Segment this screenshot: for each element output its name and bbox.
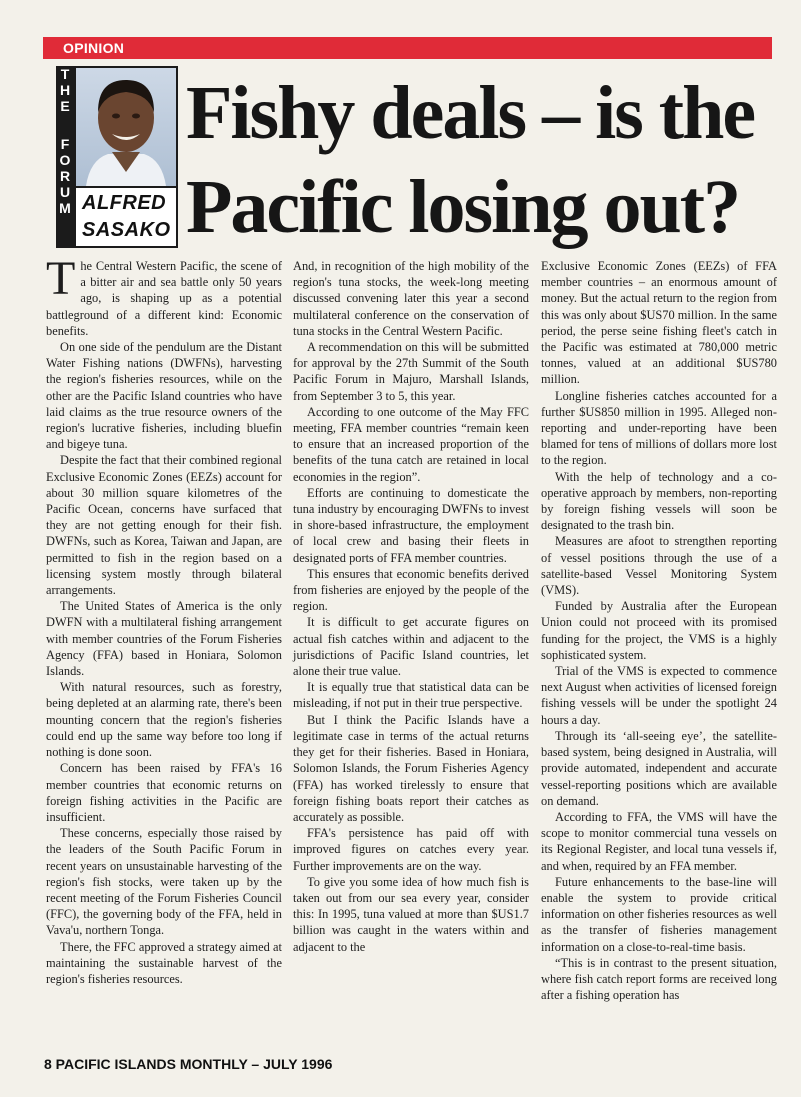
author-last-name: SASAKO [82, 219, 171, 241]
author-name-plate [76, 188, 176, 246]
article-paragraph: Measures are afoot to strengthen reporting of vessel positions through the use of a satellite-based Vessel Monitoring System (VMS). [541, 534, 777, 598]
article-paragraph: And, in recognition of the high mobility of the region's tuna stocks, the week-long meeting discussed convening later this year a second multilateral conference on the conservation of tuna stocks in the Central Western Pacific. [293, 259, 529, 338]
badge-letter: U [59, 184, 71, 200]
article-paragraph: Trial of the VMS is expected to commence next August when activities of licensed foreign fishing vessels will be under the spotlight 24 hours a day. [541, 664, 777, 727]
badge-letter: F [60, 136, 70, 152]
article-paragraph: It is equally true that statistical data can be misleading, if not put in their true perspective. [293, 680, 529, 711]
article-paragraph: According to one outcome of the May FFC meeting, FFA member countries “remain keen to ensure that an increased proportion of the benefits of the tuna catch are retained in local economies in the region”. [293, 404, 529, 484]
article-paragraph: With natural resources, such as forestry, being depleted at an alarming rate, there's been mounting concern that the region's fisheries could end up the same way before too long if nothing is done soon. [46, 680, 282, 760]
article-paragraph: The Central Western Pacific, the scene of a bitter air and sea battle only 50 years ago, is shaping up as a potential battleground of a different kind: Economic benefits. [46, 252, 282, 338]
article-paragraph: A recommendation on this will be submitted for approval by the 27th Summit of the South Pacific Forum in Majuro, Marshall Islands, from September 3 to 5, this year. [293, 340, 529, 403]
article-paragraph: Despite the fact that their combined regional Exclusive Economic Zones (EEZs) account for about 30 million square kilometres of the Pacific Ocean, concerns have surfaced that they are not getting enough for their fish. DWFNs, such as Korea, Taiwan and Japan, are permitted to fish in the region based on a licensing system mostly through bilateral arrangements. [46, 453, 282, 598]
article-paragraph: There, the FFC approved a strategy aimed at maintaining the sustainable harvest of the region's fisheries resources. [46, 939, 282, 986]
headline [186, 66, 776, 254]
article-paragraph: On one side of the pendulum are the Distant Water Fishing nations (DWFNs), harvesting the region's fisheries resources, while on the other are the Pacific Island countries who have laid claims as the true resource owners of the region's lucrative fisheries, including bluefin and bigeye tuna. [46, 340, 282, 452]
article-column-1 [46, 252, 282, 987]
section-label: OPINION [63, 40, 125, 56]
article-paragraph: Longline fisheries catches accounted for a further $US850 million in 1995. Alleged non-reporting and under-reporting have been blamed for tens of millions of dollars more lost to the region. [541, 388, 777, 468]
article-paragraph: To give you some idea of how much fish is taken out from our sea every year, consider this: In 1995, tuna valued at more than $US1.7 billion was caught in the waters within and adjacent to the [293, 874, 529, 954]
article-paragraph: These concerns, especially those raised by the leaders of the South Pacific Forum in recent years on unsustainable harvesting of the region's fish stocks, were taken up by the recent meeting of the Forum Fisheries Council (FFC), the governing body of the FFA, held in Vava'u, northern Tonga. [46, 826, 282, 938]
page-footer: 8 PACIFIC ISLANDS MONTHLY – JULY 1996 [44, 1056, 333, 1072]
article-paragraph: According to FFA, the VMS will have the scope to monitor commercial tuna vessels on its Regional Register, and local tuna vessels if, and when, required by an FFA member. [541, 809, 777, 873]
article-paragraph: The United States of America is the only DWFN with a multilateral fishing arrangement with member countries of the Forum Fisheries Agency (FFA) based in Honiara, Solomon Islands. [46, 599, 282, 679]
article-paragraph: Future enhancements to the base-line will enable the system to provide critical information on other fisheries resources as well as the transfer of fisheries management information on a close-to-real-time basis. [541, 874, 777, 954]
article-paragraph: Efforts are continuing to domesticate the tuna industry by encouraging DWFNs to invest in shore-based infrastructure, the employment of local crew and basing their fleets in designated ports of FFA member countries. [293, 485, 529, 565]
article-paragraph: Concern has been raised by FFA's 16 member countries that economic returns on foreign fishing activities in the Pacific are insufficient. [46, 761, 282, 824]
article-paragraph: Through its ‘all-seeing eye’, the satellite-based system, being designed in Australia, will provide automated, independent and accurate vessel-reporting positions which are available on demand. [541, 728, 777, 808]
article-column-2 [293, 258, 529, 955]
badge-letter: T [60, 66, 70, 82]
article-paragraph: With the help of technology and a co-operative approach by members, non-reporting by foreign fishing vessels will soon be designated to the trash bin. [541, 469, 777, 533]
article-paragraph: FFA's persistence has paid off with improved figures on catches every year. Further improvements are on the way. [293, 826, 529, 873]
badge-letter: E [60, 98, 70, 114]
badge-letter: M [59, 200, 71, 216]
article-paragraph: It is difficult to get accurate figures on actual fish catches within and adjacent to the jurisdictions of Pacific Island countries, let alone their true value. [293, 615, 529, 679]
article-paragraph: “This is in contrast to the present situation, where fish catch report forms are received long after a fishing operation has [541, 955, 777, 1003]
headline-line-2: Pacific losing out? [186, 165, 740, 249]
badge-letter: H [59, 82, 71, 98]
column-badge-strip [56, 66, 74, 248]
article-paragraph: This ensures that economic benefits derived from fisheries are enjoyed by the people of the region. [293, 566, 529, 614]
badge-letter: O [59, 152, 71, 168]
drop-cap: T [46, 252, 76, 305]
author-first-name: ALFRED [82, 192, 167, 214]
article-paragraph: But I think the Pacific Islands have a legitimate case in terms of the actual returns they get for their fisheries. Based in Honiara, Solomon Islands, the Forum Fisheries Agency (FFA) has worked tirelessly to ensure that foreign fishing boats report their catches as accurately as possible. [293, 712, 529, 824]
author-photo [76, 68, 176, 186]
column-badge [56, 66, 178, 248]
article-paragraph: Exclusive Economic Zones (EEZs) of FFA member countries – an enormous amount of money. But the actual return to the region from this was only about $US70 million. In the same period, the perse seine fishing fleet's catch in the Pacific was estimated at 780,000 metric tonnes, valued at an additional $US780 million. [541, 259, 777, 387]
article-paragraph: Funded by Australia after the European Union could not proceed with its promised funding for the project, the VMS is a highly sophisticated system. [541, 599, 777, 662]
headline-line-1: Fishy deals – is the [186, 71, 755, 155]
badge-letter: R [59, 168, 71, 184]
article-column-3 [541, 258, 777, 1003]
section-bar [43, 37, 772, 59]
